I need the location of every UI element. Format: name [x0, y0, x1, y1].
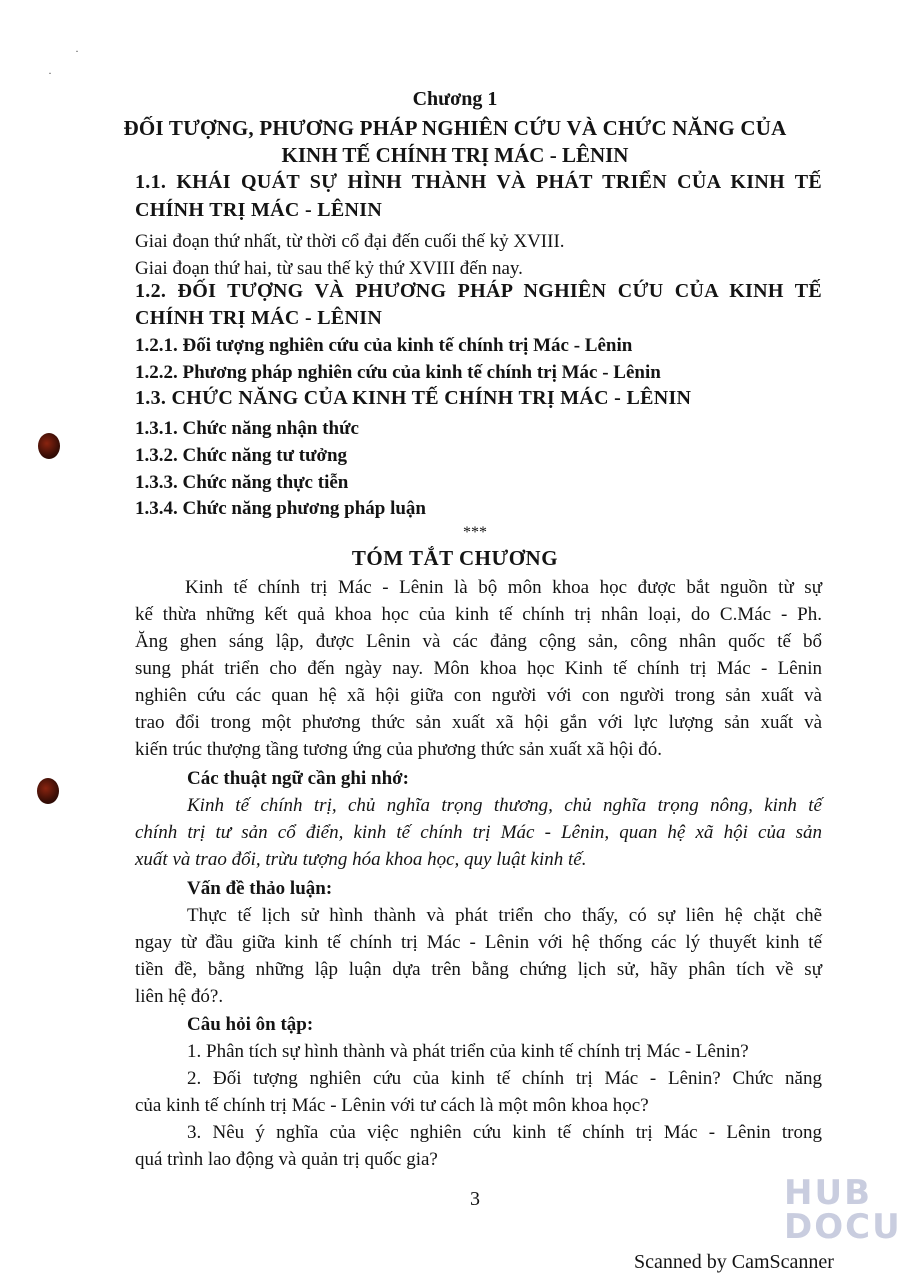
paragraph-line: Ăng ghen sáng lập, được Lênin và các đảng cộng sản, công nhân quốc tế bổ	[135, 631, 822, 652]
outline-text: Giai đoạn thứ nhất, từ thời cổ đại đến cuối thế kỷ XVIII.	[135, 231, 565, 252]
subsection-heading: 1.3.2. Chức năng tư tưởng	[135, 445, 348, 466]
paragraph-line: sung phát triển cho đến ngày nay. Môn khoa học Kinh tế chính trị Mác - Lênin	[135, 658, 822, 679]
discussion-line: liên hệ đó?.	[135, 986, 224, 1007]
review-question: quá trình lao động và quản trị quốc gia?	[135, 1149, 438, 1170]
paragraph-line: kiến trúc thượng tầng tương ứng của phương thức sản xuất xã hội đó.	[135, 739, 662, 760]
section-heading: CHÍNH TRỊ MÁC - LÊNIN	[135, 307, 383, 329]
hubdocu-logo: HUB DOCU	[784, 1173, 902, 1247]
review-question: của kinh tế chính trị Mác - Lênin với tư cách là một môn khoa học?	[135, 1095, 649, 1116]
chapter-label: Chương 1	[412, 88, 498, 110]
discussion-line: tiền đề, bằng những lập luận dựa trên bằng chứng lịch sử, hãy phân tích về sự	[135, 959, 822, 980]
chapter-title-line-2: KINH TẾ CHÍNH TRỊ MÁC - LÊNIN	[281, 143, 629, 167]
discussion-line: ngay từ đầu giữa kinh tế chính trị Mác - Lênin với hệ thống các lý thuyết kinh tế	[135, 932, 822, 953]
chapter-title-line-1: ĐỐI TƯỢNG, PHƯƠNG PHÁP NGHIÊN CỨU VÀ CHỨC NĂNG CỦA	[123, 116, 787, 140]
binder-hole-mark	[37, 778, 59, 804]
discussion-line: Thực tế lịch sử hình thành và phát triển cho thấy, có sự liên hệ chặt chẽ	[187, 905, 822, 926]
separator-stars: ***	[463, 524, 487, 541]
review-question: 2. Đối tượng nghiên cứu của kinh tế chính trị Mác - Lênin? Chức năng	[187, 1068, 822, 1089]
review-question: 3. Nêu ý nghĩa của việc nghiên cứu kinh tế chính trị Mác - Lênin trong	[187, 1122, 822, 1143]
scanner-watermark: Scanned by CamScanner	[634, 1251, 834, 1273]
subsection-heading: 1.2.2. Phương pháp nghiên cứu của kinh tế chính trị Mác - Lênin	[135, 362, 661, 383]
terms-line: xuất và trao đổi, trừu tượng hóa khoa học, quy luật kinh tế.	[135, 849, 587, 870]
paragraph-line: nghiên cứu các quan hệ xã hội giữa con người với con người trong sản xuất và	[135, 685, 822, 706]
paragraph-line: kế thừa những kết quả khoa học của kinh tế chính trị nhân loại, do C.Mác - Ph.	[135, 604, 822, 625]
discussion-heading: Vấn đề thảo luận:	[187, 878, 333, 899]
binder-hole-mark	[38, 433, 60, 459]
subsection-heading: 1.2.1. Đối tượng nghiên cứu của kinh tế chính trị Mác - Lênin	[135, 335, 633, 356]
section-heading: CHÍNH TRỊ MÁC - LÊNIN	[135, 199, 383, 221]
outline-text: Giai đoạn thứ hai, từ sau thế kỷ thứ XVIII đến nay.	[135, 258, 523, 279]
review-question: 1. Phân tích sự hình thành và phát triển của kinh tế chính trị Mác - Lênin?	[187, 1041, 749, 1062]
section-heading: 1.2. ĐỐI TƯỢNG VÀ PHƯƠNG PHÁP NGHIÊN CỨU CỦA KINH TẾ	[135, 280, 822, 302]
subsection-heading: 1.3.3. Chức năng thực tiễn	[135, 472, 349, 493]
scan-speck: ·	[75, 44, 79, 58]
terms-line: chính trị tư sản cổ điển, kinh tế chính trị Mác - Lênin, quan hệ xã hội của sản	[135, 822, 822, 843]
scan-speck: ·	[48, 66, 52, 80]
summary-heading: TÓM TẮT CHƯƠNG	[351, 546, 559, 570]
subsection-heading: 1.3.4. Chức năng phương pháp luận	[135, 498, 426, 519]
subsection-heading: 1.3.1. Chức năng nhận thức	[135, 418, 359, 439]
terms-line: Kinh tế chính trị, chủ nghĩa trọng thương, chủ nghĩa trọng nông, kinh tế	[187, 795, 822, 816]
section-heading: 1.3. CHỨC NĂNG CỦA KINH TẾ CHÍNH TRỊ MÁC - LÊNIN	[135, 387, 692, 409]
terms-heading: Các thuật ngữ cần ghi nhớ:	[187, 768, 409, 789]
paragraph-line: trao đổi trong một phương thức sản xuất xã hội gắn với lực lượng sản xuất và	[135, 712, 822, 733]
review-heading: Câu hỏi ôn tập:	[187, 1014, 314, 1035]
section-heading: 1.1. KHÁI QUÁT SỰ HÌNH THÀNH VÀ PHÁT TRIỂN CỦA KINH TẾ	[135, 171, 822, 193]
page-number: 3	[470, 1188, 480, 1210]
paragraph-line: Kinh tế chính trị Mác - Lênin là bộ môn khoa học được bắt nguồn từ sự	[185, 577, 822, 598]
